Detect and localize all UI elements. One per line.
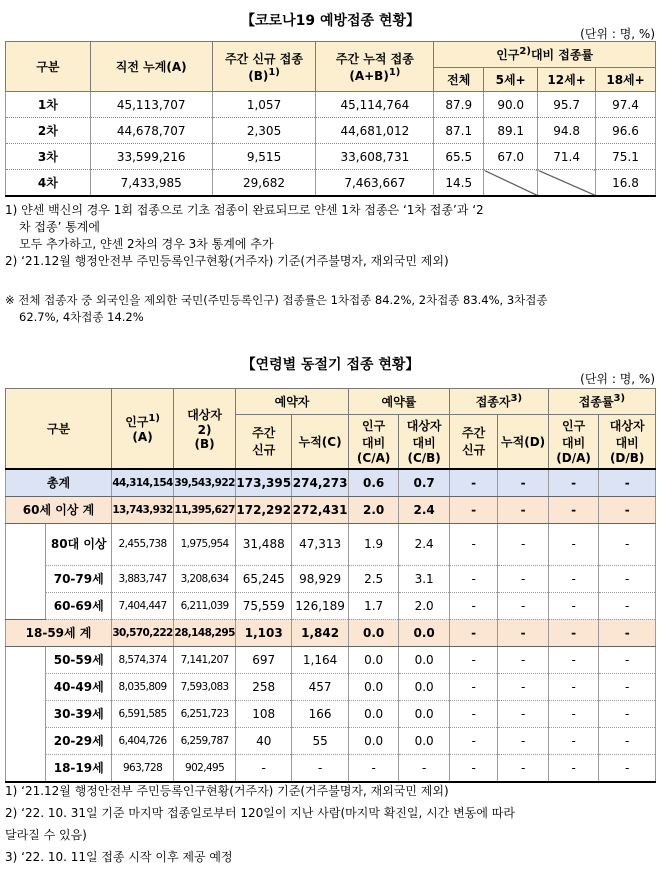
row-label: 50-59세 <box>46 646 112 673</box>
cell-vw: - <box>449 700 497 727</box>
header-rate-group <box>434 42 656 68</box>
row-label: 60세 이상 계 <box>6 496 112 523</box>
cell-pop: 8,574,374 <box>112 646 174 673</box>
note-line: 1) 얀센 백신의 경우 1회 접종으로 기초 접종이 완료되므로 얀센 1차 접종은 ‘1차 접종’과 ‘2 <box>5 203 484 217</box>
hdr-line: 신규 <box>252 443 276 458</box>
table-row <box>6 92 656 118</box>
header-vacc-sup: 3) <box>510 393 523 404</box>
cell-cb: 0.0 <box>399 646 450 673</box>
cell-vw: - <box>449 646 497 673</box>
cell-pop: 8,035,809 <box>112 673 174 700</box>
table-row <box>6 727 656 754</box>
header-cumulative-d: 누적(D) <box>498 415 549 469</box>
cell-cb: - <box>399 754 450 782</box>
cell-target: 7,141,207 <box>174 646 236 673</box>
cell-pop: 3,883,747 <box>112 565 174 592</box>
unit-label: (단위 : 명, %) <box>580 27 655 41</box>
table2-notes <box>5 780 515 868</box>
cell-cum: 166 <box>292 700 349 727</box>
cell-new: 2,305 <box>212 118 316 144</box>
cell-vc: - <box>498 673 549 700</box>
header-rate-post: 대비 접종률 <box>530 48 594 62</box>
cell-pop: 7,404,447 <box>112 592 174 619</box>
cell-target: 6,259,787 <box>174 727 236 754</box>
header-vaccinated <box>449 389 548 415</box>
cell-cum: 98,929 <box>292 565 349 592</box>
cell-age12: 71.4 <box>538 144 596 170</box>
cell-cum: 55 <box>292 727 349 754</box>
row-label: 20-29세 <box>46 727 112 754</box>
header-weekly-new-line1: 주간 신규 접종 <box>225 52 303 66</box>
table-row <box>6 118 656 144</box>
cell-vw: - <box>449 754 497 782</box>
header-prev-cumulative: 직전 누계(A) <box>90 42 212 92</box>
cell-vw: - <box>449 619 497 646</box>
row-label: 18-59세 계 <box>6 619 112 646</box>
header-weekly-new <box>236 415 292 469</box>
cell-da: - <box>548 673 599 700</box>
cell-db: - <box>599 727 656 754</box>
cell-target: 39,543,922 <box>174 469 236 497</box>
header-weekly-cum-line1: 주간 누적 접종 <box>335 52 414 66</box>
cell-weekly: 75,559 <box>236 592 292 619</box>
cell-cum: 126,189 <box>292 592 349 619</box>
cell-da: - <box>548 469 599 497</box>
cell-prev: 45,113,707 <box>90 92 212 118</box>
header-target-rate-db <box>599 415 656 469</box>
cell-pop: 963,728 <box>112 754 174 782</box>
header-rate-sup: 2) <box>519 46 531 57</box>
cell-da: - <box>548 592 599 619</box>
header-reservation-rate: 예약률 <box>348 389 449 415</box>
unit-label-2: (단위 : 명, %) <box>580 372 655 386</box>
cell-pop: 2,455,738 <box>112 523 174 565</box>
row-label: 18-19세 <box>46 754 112 782</box>
hdr-line: 신규 <box>462 443 486 458</box>
cell-age5: 89.1 <box>484 118 538 144</box>
cell-age5: 67.0 <box>484 144 538 170</box>
cell-ca: 2.5 <box>348 565 399 592</box>
header-target-rate-cb <box>399 415 450 469</box>
cell-age12: 95.7 <box>538 92 596 118</box>
cell-ca: 1.7 <box>348 592 399 619</box>
indent-cell <box>6 646 46 782</box>
cell-target: 902,495 <box>174 754 236 782</box>
cell-vc: - <box>498 754 549 782</box>
cell-cum: 47,313 <box>292 523 349 565</box>
cell-db: - <box>599 673 656 700</box>
note-line <box>5 270 548 287</box>
cell-db: - <box>599 565 656 592</box>
cell-weekly: 697 <box>236 646 292 673</box>
header-target <box>174 389 236 469</box>
cell-da: - <box>548 619 599 646</box>
cell-cum: 1,164 <box>292 646 349 673</box>
cell-weekly: 40 <box>236 727 292 754</box>
header-age5: 5세+ <box>484 68 538 92</box>
cell-vc: - <box>498 727 549 754</box>
table-row <box>6 523 656 565</box>
vaccination-status-table <box>5 41 656 197</box>
table-row <box>6 754 656 782</box>
cell-vw: - <box>449 592 497 619</box>
header-weekly-new <box>212 42 316 92</box>
cell-ca: 0.0 <box>348 646 399 673</box>
cell-ca: 2.0 <box>348 496 399 523</box>
cell-age12: 94.8 <box>538 118 596 144</box>
cell-vc: - <box>498 469 549 497</box>
cell-target: 6,211,039 <box>174 592 236 619</box>
hdr-line: 대비 <box>412 436 436 451</box>
header-vaccination-rate <box>548 389 655 415</box>
cell-weekly: 1,103 <box>236 619 292 646</box>
hdr-line: 대상자 <box>609 419 645 434</box>
note-line: ※ 전체 접종자 중 외국인을 제외한 국민(주민등록인구) 접종률은 1차접종 84.2%, 2차접종 83.4%, 3차접종 <box>5 293 548 307</box>
header-weekly-cumulative <box>316 42 434 92</box>
table-row <box>6 619 656 646</box>
hdr-line: 주간 <box>462 426 486 441</box>
header-pop-text: 인구 <box>125 414 149 429</box>
cell-vw: - <box>449 565 497 592</box>
cell-cb: 2.4 <box>399 523 450 565</box>
cell-da: - <box>548 646 599 673</box>
header-reservation: 예약자 <box>236 389 349 415</box>
cell-pop: 6,404,726 <box>112 727 174 754</box>
cell-cb: 0.0 <box>399 619 450 646</box>
cell-cum: 44,681,012 <box>316 118 434 144</box>
note-line: 1) ‘21.12월 행정안전부 주민등록인구현황(거주자) 기준(거주불명자, 재외국민 제외) <box>5 784 449 798</box>
note-line: 차 접종’ 통계에 <box>19 220 100 234</box>
cell-cb: 0.7 <box>399 469 450 497</box>
cell-pop: 6,591,585 <box>112 700 174 727</box>
cell-cum: 45,114,764 <box>316 92 434 118</box>
hdr-line: 대상자 <box>406 419 442 434</box>
note-line: 달라질 수 있음) <box>5 828 87 842</box>
cell-db: - <box>599 496 656 523</box>
note-line: 62.7%, 4차접종 14.2% <box>19 310 144 324</box>
header-rate-pre: 인구 <box>496 48 520 62</box>
cell-db: - <box>599 754 656 782</box>
header-pop-sup: 1) <box>148 412 160 424</box>
header-target-text: 대상자 <box>187 407 222 422</box>
cell-da: - <box>548 754 599 782</box>
cell-vc: - <box>498 496 549 523</box>
cell-age18: 97.4 <box>596 92 656 118</box>
cell-da: - <box>548 565 599 592</box>
row-label: 총계 <box>6 469 112 497</box>
header-target-sup: 2) <box>197 422 212 437</box>
cell-db: - <box>599 592 656 619</box>
row-label: 2차 <box>6 118 91 144</box>
cell-ca: 0.0 <box>348 700 399 727</box>
cell-vc: - <box>498 523 549 565</box>
cell-vc: - <box>498 565 549 592</box>
cell-pop: 44,314,154 <box>112 469 174 497</box>
hdr-line: 인구 <box>562 419 586 434</box>
row-label: 4차 <box>6 170 91 197</box>
cell-ca: 0.6 <box>348 469 399 497</box>
table-row <box>6 469 656 497</box>
cell-ca: - <box>348 754 399 782</box>
cell-cb: 0.0 <box>399 727 450 754</box>
header-pop-rate-da <box>548 415 599 469</box>
cell-target: 6,251,723 <box>174 700 236 727</box>
cell-weekly: 172,292 <box>236 496 292 523</box>
hdr-line: (C/B) <box>407 451 441 466</box>
indent-cell <box>6 523 46 619</box>
header-all: 전체 <box>434 68 484 92</box>
cell-vw: - <box>449 673 497 700</box>
cell-ca: 0.0 <box>348 673 399 700</box>
cell-cb: 0.0 <box>399 700 450 727</box>
cell-all: 87.1 <box>434 118 484 144</box>
row-label: 3차 <box>6 144 91 170</box>
hdr-line: (C/A) <box>356 451 391 466</box>
header-cumulative-c: 누적(C) <box>292 415 349 469</box>
hdr-line: 대비 <box>615 436 639 451</box>
cell-da: - <box>548 523 599 565</box>
cell-weekly: 173,395 <box>236 469 292 497</box>
table-row <box>6 673 656 700</box>
cell-prev: 44,678,707 <box>90 118 212 144</box>
cell-new: 29,682 <box>212 170 316 197</box>
cell-cum: 274,273 <box>292 469 349 497</box>
cell-weekly: - <box>236 754 292 782</box>
cell-cb: 0.0 <box>399 673 450 700</box>
header-age18: 18세+ <box>596 68 656 92</box>
table1-notes <box>5 202 548 326</box>
cell-pop: 30,570,222 <box>112 619 174 646</box>
note-line: 모두 추가하고, 얀센 2차의 경우 3차 통계에 추가 <box>19 237 274 251</box>
cell-db: - <box>599 700 656 727</box>
header-pop-sub: (A) <box>132 429 153 444</box>
cell-vc: - <box>498 619 549 646</box>
age-winter-vaccination-table <box>5 388 656 783</box>
cell-cb: 2.4 <box>399 496 450 523</box>
cell-da: - <box>548 727 599 754</box>
cell-pop: 13,743,932 <box>112 496 174 523</box>
header-gubun: 구분 <box>6 42 91 92</box>
header-vrate-sup: 3) <box>613 393 626 404</box>
cell-age18: 16.8 <box>596 170 656 197</box>
cell-cum: 1,842 <box>292 619 349 646</box>
cell-prev: 7,433,985 <box>90 170 212 197</box>
cell-new: 9,515 <box>212 144 316 170</box>
cell-vc: - <box>498 592 549 619</box>
cell-age5: 90.0 <box>484 92 538 118</box>
header-v-weekly-new <box>449 415 497 469</box>
row-label: 80대 이상 <box>46 523 112 565</box>
header-pop-rate-ca <box>348 415 399 469</box>
hdr-line: 대비 <box>362 436 386 451</box>
cell-age5-na <box>484 170 538 197</box>
cell-all: 87.9 <box>434 92 484 118</box>
cell-vc: - <box>498 700 549 727</box>
header-population <box>112 389 174 469</box>
cell-db: - <box>599 619 656 646</box>
cell-target: 7,593,083 <box>174 673 236 700</box>
cell-prev: 33,599,216 <box>90 144 212 170</box>
table-row <box>6 565 656 592</box>
cell-age18: 96.6 <box>596 118 656 144</box>
header-weekly-cum-sub: (A+B) <box>349 69 389 83</box>
note-line: 2) ‘22. 10. 31일 기준 마지막 접종일로부터 120일이 지난 사람(마지막 확진일, 시간 변동에 따라 <box>5 806 515 820</box>
cell-vw: - <box>449 727 497 754</box>
cell-new: 1,057 <box>212 92 316 118</box>
header-gubun: 구분 <box>6 389 112 469</box>
header-age12: 12세+ <box>538 68 596 92</box>
cell-weekly: 31,488 <box>236 523 292 565</box>
cell-da: - <box>548 700 599 727</box>
hdr-line: 인구 <box>362 419 386 434</box>
cell-ca: 1.9 <box>348 523 399 565</box>
table-row <box>6 144 656 170</box>
cell-db: - <box>599 523 656 565</box>
table-row <box>6 496 656 523</box>
hdr-line: (D/B) <box>609 451 645 466</box>
cell-cum: - <box>292 754 349 782</box>
header-target-sub: (B) <box>194 436 215 451</box>
cell-vw: - <box>449 469 497 497</box>
table-row <box>6 700 656 727</box>
cell-weekly: 108 <box>236 700 292 727</box>
cell-cum: 7,463,667 <box>316 170 434 197</box>
cell-target: 28,148,295 <box>174 619 236 646</box>
header-weekly-cum-sup: 1) <box>388 67 401 78</box>
row-label: 70-79세 <box>46 565 112 592</box>
cell-vc: - <box>498 646 549 673</box>
cell-weekly: 65,245 <box>236 565 292 592</box>
cell-all: 65.5 <box>434 144 484 170</box>
header-weekly-new-sub: (B) <box>248 69 269 83</box>
row-label: 1차 <box>6 92 91 118</box>
cell-all: 14.5 <box>434 170 484 197</box>
row-label: 30-39세 <box>46 700 112 727</box>
cell-ca: 0.0 <box>348 619 399 646</box>
table-row <box>6 646 656 673</box>
cell-target: 11,395,627 <box>174 496 236 523</box>
note-line: 2) ‘21.12월 행정안전부 주민등록인구현황(거주자) 기준(거주불명자, 재외국민 제외) <box>5 254 449 268</box>
cell-cb: 2.0 <box>399 592 450 619</box>
cell-vw: - <box>449 496 497 523</box>
cell-cum: 272,431 <box>292 496 349 523</box>
table-row <box>6 592 656 619</box>
hdr-line: (D/A) <box>556 451 591 466</box>
hdr-line: 주간 <box>252 426 276 441</box>
cell-vw: - <box>449 523 497 565</box>
cell-age12-na <box>538 170 596 197</box>
cell-age18: 75.1 <box>596 144 656 170</box>
cell-db: - <box>599 646 656 673</box>
hdr-line: 대비 <box>562 436 586 451</box>
cell-cum: 457 <box>292 673 349 700</box>
header-vacc-text: 접종자 <box>475 395 511 409</box>
age-status-title: 【연령별 동절기 접종 현황】 <box>241 357 420 373</box>
header-vrate-text: 접종률 <box>578 395 614 409</box>
cell-target: 3,208,634 <box>174 565 236 592</box>
cell-target: 1,975,954 <box>174 523 236 565</box>
cell-weekly: 258 <box>236 673 292 700</box>
header-weekly-new-sup: 1) <box>268 67 280 78</box>
vaccination-status-title: 【코로나19 예방접종 현황】 <box>241 13 420 29</box>
table-row <box>6 170 656 197</box>
cell-db: - <box>599 469 656 497</box>
cell-ca: 0.0 <box>348 727 399 754</box>
cell-cb: 3.1 <box>399 565 450 592</box>
note-line: 3) ‘22. 10. 11일 접종 시작 이후 제공 예정 <box>5 850 233 864</box>
cell-cum: 33,608,731 <box>316 144 434 170</box>
row-label: 40-49세 <box>46 673 112 700</box>
row-label: 60-69세 <box>46 592 112 619</box>
cell-da: - <box>548 496 599 523</box>
